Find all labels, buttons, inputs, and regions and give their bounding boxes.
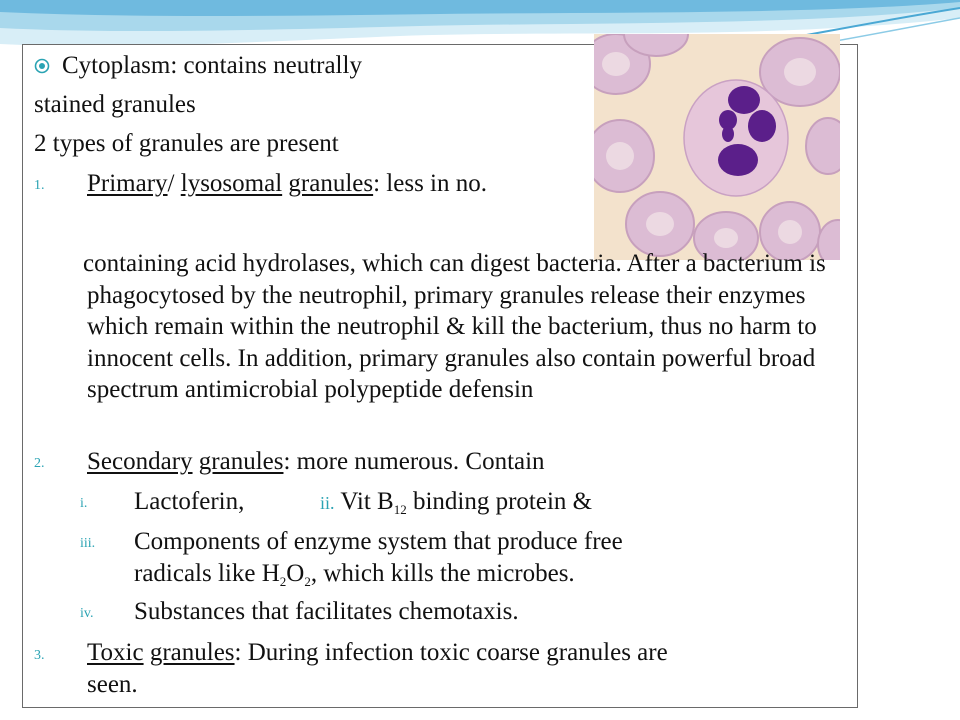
chemotaxis-item: Substances that facilitates chemotaxis. <box>134 598 519 625</box>
vit-b12-item <box>320 487 592 518</box>
granules-word: granules <box>149 639 235 666</box>
lysosomal-word: lysosomal <box>180 170 283 197</box>
vit-b-text: Vit B <box>340 488 394 515</box>
granule-types-line: 2 types of granules are present <box>34 130 339 157</box>
enzyme-system-line-2 <box>134 559 575 589</box>
toxic-granules-line-2: seen. <box>87 671 138 698</box>
primary-granules-line <box>87 169 487 199</box>
toxic-word: Toxic <box>87 639 144 666</box>
toxic-granules-rest: : During infection toxic coarse granules are <box>234 639 668 666</box>
secondary-word: Secondary <box>87 448 193 475</box>
sub-number-i: i. <box>80 496 88 511</box>
o2-subscript: 2 <box>304 574 311 589</box>
target-bullet-icon <box>34 58 50 74</box>
lactoferin-item: Lactoferin, <box>134 488 245 515</box>
toxic-granules-line-1 <box>87 638 668 668</box>
sub-number-ii: ii. <box>320 493 335 513</box>
primary-granules-description: containing acid hydrolases, which can digest bacteria. After a bacterium is phagocytosed by the neutrophil, primary granules release their enzymes which remain within the neutrophil & kill the bacterium, thus no harm to innocent cells. In addition, primary granules also contain powerful broad spectrum antimicrobial polypeptide defensin <box>83 250 826 403</box>
radicals-text: radicals like H <box>134 560 280 587</box>
slash-separator: / <box>167 170 181 197</box>
stained-granules-line: stained granules <box>34 91 196 118</box>
primary-granules-rest: : less in no. <box>373 170 488 197</box>
h2-subscript: 2 <box>279 574 287 589</box>
sub-number-iv: iv. <box>80 606 94 621</box>
primary-word: Primary <box>87 170 168 197</box>
secondary-granules-line <box>87 447 545 477</box>
enzyme-system-line-1: Components of enzyme system that produce free <box>134 528 623 555</box>
item-number-2: 2. <box>34 456 45 471</box>
neutrophil-micrograph <box>594 34 840 260</box>
secondary-granules-rest: : more numerous. Contain <box>283 448 545 475</box>
binding-protein-text: binding protein & <box>406 488 593 515</box>
item-number-3: 3. <box>34 648 45 663</box>
granules-word: granules <box>288 170 374 197</box>
kills-microbes-text: , which kills the microbes. <box>310 560 575 587</box>
b12-subscript: 12 <box>393 502 407 517</box>
granules-word: granules <box>198 448 284 475</box>
sub-number-iii: iii. <box>80 536 96 551</box>
item-number-1: 1. <box>34 178 45 193</box>
cytoplasm-heading: Cytoplasm: contains neutrally <box>62 52 362 79</box>
oxygen-text: O <box>286 560 305 587</box>
